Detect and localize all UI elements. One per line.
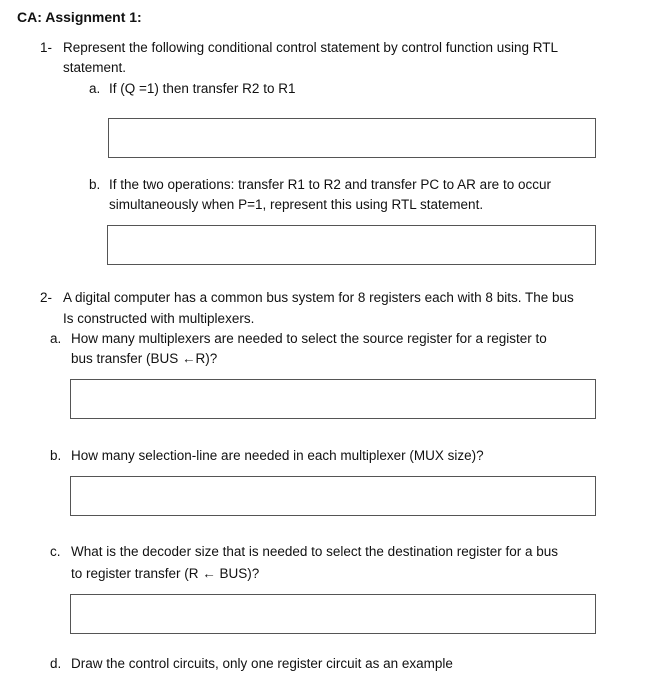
q2-text-line2: Is constructed with multiplexers. xyxy=(63,311,255,326)
q1b-text-line2: simultaneously when P=1, represent this using RTL statement. xyxy=(109,197,484,212)
q2b-text: How many selection-line are needed in each multiplexer (MUX size)? xyxy=(71,448,484,463)
q1a-label: a. xyxy=(89,81,101,96)
page-title: CA: Assignment 1: xyxy=(17,9,142,25)
q1b-answer-box[interactable] xyxy=(107,225,596,265)
q1b-text-line1: If the two operations: transfer R1 to R2 and transfer PC to AR are to occur xyxy=(109,177,551,192)
q2-number: 2- xyxy=(40,290,53,305)
q2-text-line1: A digital computer has a common bus system for 8 registers each with 8 bits. The bus xyxy=(63,290,574,305)
q2c-label: c. xyxy=(50,544,61,559)
q2a-label: a. xyxy=(50,331,62,346)
q1a-text: If (Q =1) then transfer R2 to R1 xyxy=(109,81,296,96)
q1-text-line2: statement. xyxy=(63,60,127,75)
q1-number: 1- xyxy=(40,40,53,55)
q2b-label: b. xyxy=(50,448,62,463)
q1a-answer-box[interactable] xyxy=(108,118,596,158)
q2a-answer-box[interactable] xyxy=(70,379,596,419)
q2c-answer-box[interactable] xyxy=(70,594,596,634)
q1b-label: b. xyxy=(89,177,101,192)
q2b-answer-box[interactable] xyxy=(70,476,596,516)
q2d-label: d. xyxy=(50,656,62,671)
q2a-text-line2: bus transfer (BUS ←R)? xyxy=(71,351,218,366)
q2d-text: Draw the control circuits, only one register circuit as an example xyxy=(71,656,453,671)
q2c-text-line2: to register transfer (R ← BUS)? xyxy=(71,566,260,581)
q2a-text-line1: How many multiplexers are needed to select the source register for a register to xyxy=(71,331,547,346)
q1-text-line1: Represent the following conditional control statement by control function using RTL xyxy=(63,40,559,55)
q2c-text-line1: What is the decoder size that is needed to select the destination register for a bus xyxy=(71,544,559,559)
